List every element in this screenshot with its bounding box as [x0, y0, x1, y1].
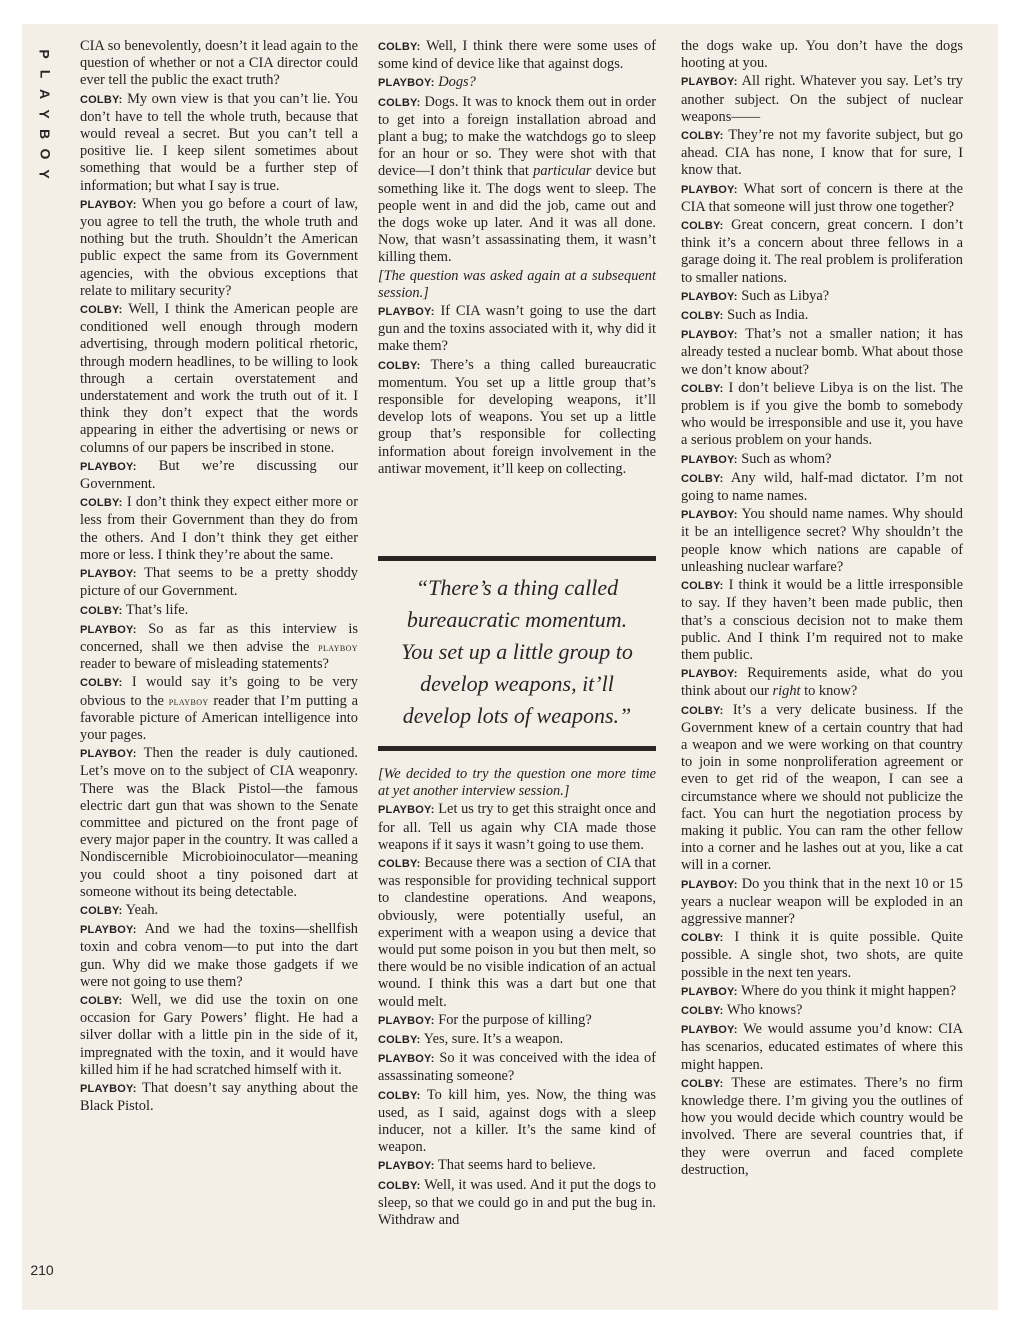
- pull-quote-top-rule: [378, 556, 656, 561]
- speaker-label: COLBY:: [681, 580, 724, 593]
- speaker-label: PLAYBOY:: [80, 623, 137, 636]
- speaker-label: PLAYBOY:: [681, 329, 738, 342]
- running-head-letter: P: [37, 49, 53, 59]
- small-caps-magazine: playboy: [318, 639, 358, 654]
- speaker-label: COLBY:: [681, 932, 724, 945]
- pull-quote-line: develop weapons, it’ll: [420, 671, 614, 696]
- paragraph: PLAYBOY: You should name names. Why should it be an intelligence secret? Why shouldn’t the people know which nations are capable of unleashing nuclear warfare?: [681, 506, 963, 575]
- running-head-letter: A: [37, 88, 53, 100]
- paragraph: PLAYBOY: What sort of concern is there at the CIA that someone will just throw one together?: [681, 180, 963, 215]
- speaker-label: PLAYBOY:: [681, 668, 738, 681]
- speaker-label: COLBY:: [681, 220, 724, 233]
- paragraph: the dogs wake up. You don’t have the dogs hooting at you.: [681, 38, 963, 72]
- speaker-label: PLAYBOY:: [681, 509, 738, 522]
- paragraph: PLAYBOY: Then the reader is duly cautioned. Let’s move on to the subject of CIA weaponry. There was the Black Pistol—the famous electric dart gun that was shown to the Senate committee and pictured on the front page of every major paper in the country. It was called a Nondiscernible Microbioinoculator—meaning you could shoot a tiny poisoned dart at someone without its being detectable.: [80, 745, 358, 900]
- speaker-label: PLAYBOY:: [80, 460, 137, 473]
- speaker-label: COLBY:: [378, 41, 421, 53]
- speaker-label: COLBY:: [378, 1089, 421, 1102]
- speaker-label: COLBY:: [80, 677, 123, 690]
- paragraph: PLAYBOY: Such as whom?: [681, 450, 832, 467]
- running-head-letter: L: [37, 69, 53, 79]
- speaker-label: PLAYBOY:: [681, 290, 738, 303]
- paragraph: PLAYBOY: That seems hard to believe.: [378, 1157, 596, 1174]
- speaker-label: PLAYBOY:: [80, 568, 137, 581]
- paragraph: PLAYBOY: Dogs?: [378, 74, 476, 91]
- paragraph: PLAYBOY: Such as Libya?: [681, 287, 830, 304]
- running-head-letter: B: [37, 128, 53, 140]
- pull-quote-line: You set up a little group to: [401, 639, 633, 664]
- paragraph: COLBY: Dogs. It was to knock them out in order to get into a foreign installation abroad and plant a bug; to make the watchdogs go to sleep for an hour or so. They were shot with that device—I don’t think that particular device but something like it. The dogs went to sleep. The people went in and did the job, came out and the dogs woke up later. And it was all done. Now, that wasn’t assassinating them, it wasn’t killing them.: [378, 93, 656, 266]
- speaker-label: COLBY:: [681, 130, 724, 143]
- speaker-label: COLBY:: [80, 994, 123, 1007]
- paragraph: COLBY: I think it would be a little irresponsible to say. If they haven’t been made public, then that’s a conscious decision not to make them public. And I think I’m required not to make them public.: [681, 577, 963, 663]
- paragraph: COLBY: I think it is quite possible. Quite possible. A single shot, two shots, are quite possible in the next ten years.: [681, 929, 963, 981]
- paragraph: PLAYBOY: Requirements aside, what do you think about our right to know?: [681, 665, 963, 700]
- speaker-label: COLBY:: [681, 382, 724, 395]
- paragraph: COLBY: Yeah.: [80, 901, 159, 918]
- speaker-label: COLBY:: [378, 858, 421, 871]
- speaker-label: COLBY:: [80, 304, 123, 317]
- speaker-label: PLAYBOY:: [80, 1082, 137, 1095]
- paragraph: PLAYBOY: That’s not a smaller nation; it has already tested a nuclear bomb. What about those we don’t know about?: [681, 326, 963, 378]
- paragraph: PLAYBOY: All right. Whatever you say. Let’s try another subject. On the subject of nuclear weapons——: [681, 73, 964, 125]
- paragraph: COLBY: I don’t think they expect either more or less from their Government than they do from the others. And I don’t think they get either more or less. I think they’re about the same.: [80, 494, 358, 563]
- paragraph: PLAYBOY: We would assume you’d know: CIA has scenarios, educated estimates of where this might happen.: [681, 1021, 963, 1073]
- text-column-3: [681, 38, 963, 1180]
- speaker-label: PLAYBOY:: [681, 878, 738, 891]
- speaker-label: COLBY:: [80, 93, 123, 106]
- paragraph: COLBY: I would say it’s going to be very obvious to the playboy reader that I’m putting a favorable picture of American intelligence into your pages.: [80, 674, 358, 743]
- paragraph: COLBY: Well, I think there were some uses of some kind of device like that against dogs.: [378, 38, 656, 73]
- paragraph: COLBY: These are estimates. There’s no firm knowledge there. I’m giving you the outlines of how you would decide which country would be involved. There are several countries that, if they were overrun and faced complete destruction,: [681, 1074, 963, 1178]
- speaker-label: COLBY:: [378, 359, 421, 372]
- speaker-label: PLAYBOY:: [681, 453, 738, 466]
- paragraph: PLAYBOY: If CIA wasn’t going to use the dart gun and the toxins associated with it, why did it make them?: [378, 303, 656, 355]
- speaker-label: COLBY:: [378, 1034, 421, 1047]
- magazine-page: [22, 24, 998, 1310]
- speaker-label: PLAYBOY:: [681, 985, 738, 998]
- paragraph: COLBY: Great concern, great concern. I don’t think it’s a concern about three fellows in a garage doing it. The real problem is proliferation to smaller nations.: [681, 217, 963, 286]
- pull-quote-line: “There’s a thing called: [415, 575, 619, 600]
- paragraph: COLBY: Because there was a section of CIA that was responsible for providing technical support to clandestine operations. And weapons, obviously, were potentially useful, an experiment with a weapon using a device that would put some poison in you but then melt, so there would be no visible indication of an actual wound. I think this was a dart but one that would melt.: [378, 855, 656, 1010]
- paragraph: PLAYBOY: When you go before a court of law, you agree to tell the truth, the whole truth and nothing but the truth. Shouldn’t the American public expect the same from its Government agencies, with the obvious exceptions that relate to military security?: [80, 195, 358, 299]
- speaker-label: PLAYBOY:: [681, 183, 738, 196]
- paragraph: PLAYBOY: So as far as this interview is concerned, shall we then advise the playboy reader to beware of misleading statements?: [80, 620, 358, 673]
- speaker-label: PLAYBOY:: [378, 306, 435, 319]
- running-head-playboy: [36, 44, 54, 184]
- paragraph: PLAYBOY: Where do you think it might happen?: [681, 982, 956, 999]
- speaker-label: PLAYBOY:: [378, 77, 435, 90]
- pull-quote-bottom-rule: [378, 746, 656, 751]
- speaker-label: COLBY:: [80, 904, 123, 917]
- paragraph: COLBY: Who knows?: [681, 1001, 803, 1018]
- paragraph: PLAYBOY: That seems to be a pretty shoddy picture of our Government.: [80, 565, 359, 600]
- paragraph: COLBY: That’s life.: [80, 601, 189, 618]
- paragraph: PLAYBOY: For the purpose of killing?: [378, 1011, 592, 1028]
- speaker-label: COLBY:: [378, 96, 421, 109]
- paragraph: PLAYBOY: Let us try to get this straight once and for all. Tell us again why CIA made those weapons if it says it wasn’t going to use them.: [378, 801, 656, 853]
- editorial-note: [We decided to try the question one more time at yet another interview session.]: [378, 766, 656, 800]
- paragraph: PLAYBOY: But we’re discussing our Government.: [80, 457, 358, 493]
- paragraph: COLBY: To kill him, yes. Now, the thing was used, as I said, against dogs with a sleep inducer, not a killer. It’s the same kind of weapon.: [378, 1086, 656, 1156]
- speaker-label: COLBY:: [681, 472, 724, 485]
- speaker-label: COLBY:: [681, 1077, 724, 1090]
- text-column-2-bottom: [378, 766, 656, 1230]
- running-head-letter: Y: [37, 169, 53, 179]
- speaker-label: COLBY:: [681, 310, 724, 323]
- paragraph: COLBY: Such as India.: [681, 307, 809, 324]
- text-column-2-top: [378, 38, 656, 479]
- pull-quote: [378, 572, 656, 732]
- speaker-label: PLAYBOY:: [378, 1053, 435, 1066]
- paragraph: COLBY: It’s a very delicate business. If the Government knew of a certain country that had a weapon and we were working on that country to join in some nonproliferation agreement or even to get rid of the weapon, I can see a circumstance where we should not publicize the fact. You can hurt the negotiation process by making it public. You can ram the other fellow into a corner and he lashes out at you, like a cat will in a corner.: [681, 701, 963, 874]
- small-caps-magazine: playboy: [168, 693, 209, 708]
- paragraph: CIA so benevolently, doesn’t it lead again to the question of whether or not a CIA director could ever tell the public the exact truth?: [80, 38, 358, 89]
- running-head-letter: Y: [37, 109, 53, 119]
- paragraph: COLBY: My own view is that you can’t lie. You don’t have to tell the whole truth, because that would reveal a secret. But you can’t tell a positive lie. I keep silent sometimes about something that would be a further step of information; but what I say is true.: [80, 90, 358, 194]
- speaker-label: PLAYBOY:: [378, 1160, 435, 1173]
- speaker-label: PLAYBOY:: [681, 1024, 738, 1037]
- speaker-label: PLAYBOY:: [378, 1014, 435, 1027]
- paragraph: COLBY: I don’t believe Libya is on the list. The problem is if you give the bomb to somebody who would be irresponsible and use it, you have a serious problem on your hands.: [681, 379, 963, 449]
- pull-quote-line: bureaucratic momentum.: [406, 607, 628, 632]
- paragraph: PLAYBOY: So it was conceived with the idea of assassinating someone?: [378, 1050, 656, 1085]
- speaker-label: COLBY:: [80, 604, 123, 617]
- paragraph: COLBY: They’re not my favorite subject, but go ahead. CIA has none, I know that for sure, I know that.: [681, 127, 963, 179]
- pull-quote-line: develop lots of weapons.”: [402, 703, 632, 728]
- paragraph: PLAYBOY: That doesn’t say anything about the Black Pistol.: [80, 1079, 358, 1115]
- paragraph: COLBY: Well, it was used. And it put the dogs to sleep, so that we could go in and put the bug in. Withdraw and: [378, 1176, 656, 1229]
- running-head-letter: O: [36, 148, 53, 160]
- speaker-label: PLAYBOY:: [378, 804, 435, 817]
- speaker-label: PLAYBOY:: [80, 748, 137, 761]
- speaker-label: PLAYBOY:: [80, 924, 137, 937]
- paragraph: COLBY: There’s a thing called bureaucratic momentum. You set up a little group that’s responsible for developing weapons, it’ll develop lots of weapons. You set up a little group that’s responsible for collecting information about foreign involvement in the antiwar movement, it’ll keep on collecting.: [378, 356, 656, 477]
- editorial-note: [The question was asked again at a subsequent session.]: [378, 267, 656, 301]
- paragraph: PLAYBOY: Do you think that in the next 10 or 15 years a nuclear weapon will be exploded in an aggressive manner?: [681, 875, 963, 927]
- paragraph: COLBY: Well, I think the American people are conditioned well enough through modern advertising, through modern political rhetoric, through modern headlines, to be willing to look through a certain overstatement and understatement and work the truth out of it. I think they don’t expect that the words appearing in either the advertising or news or columns of our papers be inscribed in stone.: [80, 301, 358, 456]
- page-number: 210: [30, 1262, 54, 1278]
- paragraph: COLBY: Any wild, half-mad dictator. I’m not going to name names.: [681, 469, 963, 505]
- speaker-label: COLBY:: [681, 1004, 724, 1017]
- paragraph: COLBY: Yes, sure. It’s a weapon.: [378, 1031, 564, 1048]
- speaker-label: COLBY:: [681, 704, 724, 717]
- paragraph: COLBY: Well, we did use the toxin on one occasion for Gary Powers’ flight. He had a silver dollar with a little pin in the side of it, impregnated with the toxin, and it would have killed him if he had scratched himself with it.: [80, 991, 359, 1078]
- speaker-label: COLBY:: [80, 497, 123, 510]
- speaker-label: COLBY:: [378, 1179, 421, 1192]
- speaker-label: PLAYBOY:: [80, 198, 137, 211]
- paragraph: PLAYBOY: And we had the toxins—shellfish toxin and cobra venom—to put into the dart gun. Why did we make those gadgets if we were not going to use them?: [80, 921, 358, 990]
- text-column-1: [80, 38, 358, 1116]
- speaker-label: PLAYBOY:: [681, 76, 738, 89]
